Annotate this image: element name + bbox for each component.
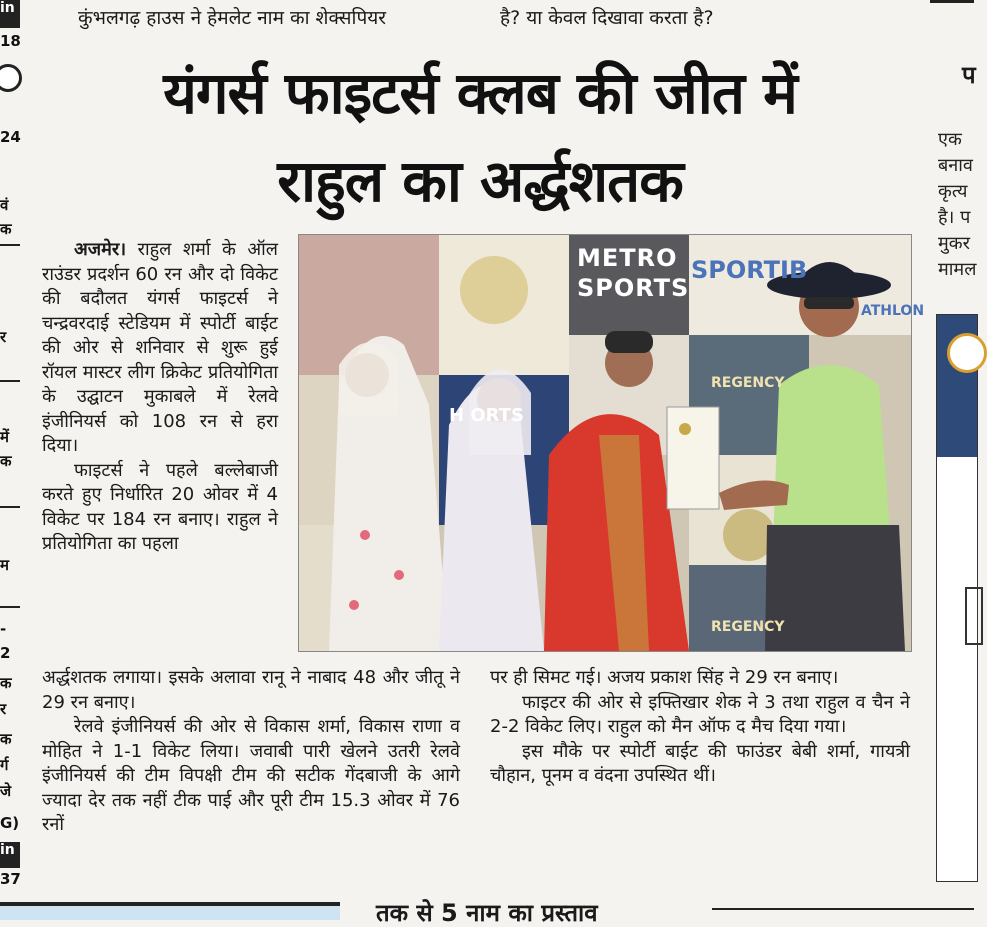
headline-line-1: यंगर्स फाइटर्स क्लब की जीत में [163, 59, 797, 127]
right-edge-line: बनाव [938, 155, 973, 176]
article-photo [298, 234, 925, 652]
left-edge-fragment: जे [0, 782, 12, 800]
right-edge-heading: प [962, 61, 976, 89]
left-edge-badge-bottom: in [0, 842, 20, 868]
right-edge-line: मुकर [938, 233, 970, 254]
photo-banner-regency-bottom: REGENCY [711, 619, 785, 635]
left-edge-fragment: क [0, 730, 12, 748]
right-edge-ad-box [936, 314, 978, 882]
left-edge-fragment: र [0, 328, 7, 346]
left-edge-fragment: वं [0, 196, 9, 214]
photo-banner-athlon: ATHLON [861, 303, 925, 319]
right-edge-line: है। प [938, 207, 971, 228]
right-edge-line: एक [938, 129, 962, 150]
left-edge-circle-icon [0, 64, 22, 92]
left-edge-rule [0, 244, 20, 246]
article-para-3: रेलवे इंजीनियर्स की ओर से विकास शर्मा, विकास राणा व मोहित ने 1-1 विकेट लिया। जवाबी पारी खेलने उतरी रेलवे इंजीनियर्स की टीम विपक्षी टीम की सटीक गेंदबाजी के आगे ज्यादा देर तक नहीं टीक पाई और पूरी टीम 15.3 ओवर में 76 रनों [42, 716, 460, 835]
article-para-3-continued: पर ही सिमट गई। अजय प्रकाश सिंह ने 29 रन बनाए। [490, 667, 839, 688]
left-edge-fragment: 18 [0, 32, 21, 50]
article-para-2b: अर्द्धशतक लगाया। इसके अलावा रानू ने नाबाद 48 और जीतू ने 29 रन बनाए। [42, 667, 460, 713]
right-edge-line: कृत्य [938, 181, 968, 202]
left-edge-badge-top: in [0, 0, 20, 28]
photo-banner-hsports: H ORTS [449, 405, 524, 426]
left-edge-fragment: 24 [0, 128, 21, 146]
left-edge-rule [0, 380, 20, 382]
bottom-strip-headline: तक से 5 नाम का प्रस्ताव [376, 899, 598, 927]
left-edge-fragment: 37 [0, 870, 21, 888]
headline-line-2: राहुल का अर्द्धशतक [277, 147, 683, 215]
bottom-strip-blue-box [0, 902, 340, 920]
left-edge-fragment: र [0, 700, 7, 718]
top-strip-right-text: है? या केवल दिखावा करता है? [500, 7, 714, 29]
article-para-5: इस मौके पर स्पोर्टी बाईट की फाउंडर बेबी शर्मा, गायत्री चौहान, पूनम व वंदना उपस्थित थीं। [490, 740, 910, 786]
left-edge-fragment: 2 [0, 644, 11, 662]
left-edge-fragment: र्ग [0, 756, 9, 774]
right-edge-column [922, 0, 977, 916]
photo-banner-metro: METRO [577, 244, 678, 272]
article-para-2a: फाइटर्स ने पहले बल्लेबाजी करते हुए निर्धारित 20 ओवर में 4 विकेट पर 184 रन बनाए। राहुल ने प्रतियोगिता का पहला [42, 459, 278, 554]
left-edge-fragment: G) [0, 814, 20, 832]
bottom-strip-rule [712, 908, 974, 910]
article-column-bottom-left [42, 666, 460, 838]
article-column-bottom-right [490, 666, 910, 789]
left-edge-column [0, 0, 20, 916]
bottom-strip [0, 898, 974, 927]
left-edge-rule [0, 606, 20, 608]
article-para-1: राहुल शर्मा के ऑल राउंडर प्रदर्शन 60 रन और दो विकेट की बदौलत यंगर्स फाइटर्स ने चन्द्रवरदाई स्टेडियम में स्पोर्टी बाईट की ओर से शनिवार से शुरू हुई रॉयल मास्टर लीग क्रिकेट प्रतियोगिता के उद्घाटन मुकाबले में रेलवे इंजीनियर्स को 108 रन से हरा दिया। [42, 239, 278, 456]
left-edge-fragment: क [0, 452, 12, 470]
photo-banner-sportib: SPORTIB [691, 256, 808, 284]
article-para-4: फाइटर की ओर से इफ्तिखार शेक ने 3 तथा राहुल व चैन ने 2-2 विकेट लिए। राहुल को मैन ऑफ द मैच दिया गया। [490, 691, 910, 737]
article-dateline: अजमेर। [74, 239, 127, 260]
left-edge-fragment: - [0, 620, 7, 638]
right-edge-ad-frame [965, 587, 983, 645]
left-edge-fragment: क [0, 674, 12, 692]
left-edge-fragment: क [0, 220, 12, 238]
photo-banner-regency: REGENCY [711, 375, 785, 391]
photo-banner-sports: SPORTS [577, 274, 690, 302]
article-column-left [42, 238, 278, 557]
left-edge-rule [0, 506, 20, 508]
right-edge-line: मामल [938, 259, 977, 280]
right-edge-ad-logo-icon [947, 333, 987, 373]
left-edge-fragment: में [0, 428, 9, 446]
top-strip-left-text: कुंभलगढ़ हाउस ने हेमलेट नाम का शेक्सपियर [78, 7, 387, 29]
left-edge-fragment: म [0, 556, 9, 574]
